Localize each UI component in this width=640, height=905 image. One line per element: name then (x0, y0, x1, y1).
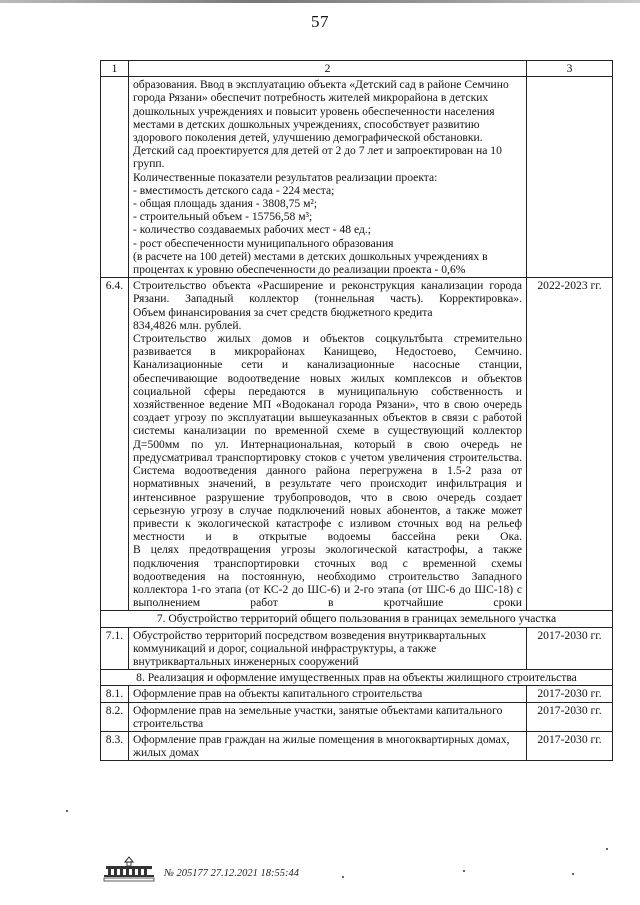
header-col-1: 1 (101, 61, 129, 77)
row-text: Оформление прав граждан на жилые помещения в многоквартирных домах, жилых домах (129, 731, 527, 760)
row-number: 8.2. (101, 702, 129, 731)
row-text: Оформление прав на земельные участки, занятые объектами капитального строительства (129, 702, 527, 731)
header-col-3: 3 (527, 61, 613, 77)
table-row-continued (101, 77, 613, 278)
paragraph: - общая площадь здания - 3808,75 м²; (133, 197, 318, 211)
paragraph: Количественные показатели результатов реализации проекта: (133, 170, 438, 184)
section-heading: 7. Обустройство территорий общего пользования в границах земельного участка (101, 611, 613, 627)
table-row-6-4 (101, 278, 613, 611)
row-date: 2017-2030 гг. (527, 686, 613, 702)
row-number: 8.3. (101, 731, 129, 760)
paragraph: образования. Ввод в эксплуатацию объекта «Детский сад в районе Семчино города Рязани» обеспечит потребность жителей микрорайона в детских дошкольных учреждениях и повысит уровень обеспеченности населения местами в детских дошкольных учреждениях, способствует развитию здорового поколения детей, улучшению демографической обстановки. Детский сад проектируется для детей от 2 до 7 лет и запроектирован на 10 групп. (133, 78, 509, 171)
scan-speck (606, 848, 608, 850)
paragraph: Система водоотведения данного района перегружена в 1.5-2 раза от нормативных значений, в результате чего происходит инфильтрация и интенсивное разрушение трубопроводов, что в свою очередь создает серьезную угрозу в случае подключений новых абонентов, а также может привести к экологической катастрофе с изливом сточных вод на рельеф местности и в открытые водоемы бассейна реки Ока. (133, 464, 522, 544)
scan-speck (66, 810, 68, 812)
table-row-8-2 (101, 702, 613, 731)
header-col-2: 2 (129, 61, 527, 77)
paragraph: Строительство объекта «Расширение и реконструкция канализации города Рязани. Западный коллектор (тоннельная часть). Корректировка». (133, 279, 522, 306)
paragraph: Строительство жилых домов и объектов соцкультбыта стремительно развивается в микрорайонах Канищево, Недостоево, Семчино. Канализационные сети и канализационные насосные станции, обеспечивающие водоотведение новых жилых комплексов и объектов социальной сферы передаются в муниципальную собственность и хозяйственное ведение МП «Водоканал города Рязани», что в свою очередь создает угрозу по эксплуатации вышеуказанных объектов в связи с работой системы канализации по временной схеме в существующий коллектор Д=500мм по ул. Интернациональная, который в свою очередь не предусматривал транспортировку стоков с учетом увеличения строительства. (133, 332, 522, 464)
paragraph: (в расчете на 100 детей) местами в детских дошкольных учреждениях в процентах к уровню обеспеченности до реализации проекта - 0,6% (133, 249, 488, 277)
row-text: Обустройство территорий посредством возведения внутриквартальных коммуникаций и дорог, социальной инфраструктуры, а также внутриквартальных инженерных сооружений (129, 627, 527, 670)
row-date: 2022-2023 гг. (527, 278, 613, 611)
document-table (100, 60, 613, 761)
row-number: 7.1. (101, 627, 129, 670)
section-heading: 8. Реализация и оформление имущественных прав на объекты жилищного строительства (101, 670, 613, 686)
paragraph: Объем финансирования за счет средств бюджетного кредита (133, 305, 433, 319)
paragraph: - строительный объем - 15756,58 м³; (133, 210, 313, 224)
row-text (129, 278, 527, 611)
paragraph: В целях предотвращения угрозы экологической катастрофы, а также подключения транспортировки сточных вод с временной схемы водоотведения на постоянную, необходимо строительство Западного коллектора 1-го этапа (от КС-2 до ШС-6) и 2-го этапа (от ШС-6 до ШС-18) с выполнением работ в кротчайшие сроки (133, 543, 522, 610)
row-date: 2017-2030 гг. (527, 702, 613, 731)
table-header-row (101, 61, 613, 77)
scan-speck (342, 876, 344, 878)
paragraph: - вместимость детского сада - 224 места; (133, 183, 335, 197)
row-text: Оформление прав на объекты капитального строительства (129, 686, 527, 702)
table-row-8-1 (101, 686, 613, 702)
paragraph: 834,4826 млн. рублей. (133, 318, 242, 332)
section-7-heading-row (101, 611, 613, 627)
row-date: 2017-2030 гг. (527, 731, 613, 760)
scan-top-edge (0, 0, 640, 3)
table-row-8-3 (101, 731, 613, 760)
continued-text-cell (129, 77, 527, 278)
paragraph: - рост обеспеченности муниципального образования (133, 236, 394, 250)
government-building-logo-icon (100, 856, 158, 882)
table-row-7-1 (101, 627, 613, 670)
footer-stamp (100, 856, 612, 886)
scan-speck (463, 870, 465, 872)
document-stamp-text: № 205177 27.12.2021 18:55:44 (164, 868, 300, 879)
row-date: 2017-2030 гг. (527, 627, 613, 670)
continued-date-cell (527, 77, 613, 278)
row-number: 6.4. (101, 278, 129, 611)
page-number: 57 (311, 12, 329, 31)
row-number: 8.1. (101, 686, 129, 702)
section-8-heading-row (101, 670, 613, 686)
scan-speck (572, 873, 574, 875)
paragraph: - количество создаваемых рабочих мест - 48 ед.; (133, 223, 372, 237)
continued-num-cell (101, 77, 129, 278)
